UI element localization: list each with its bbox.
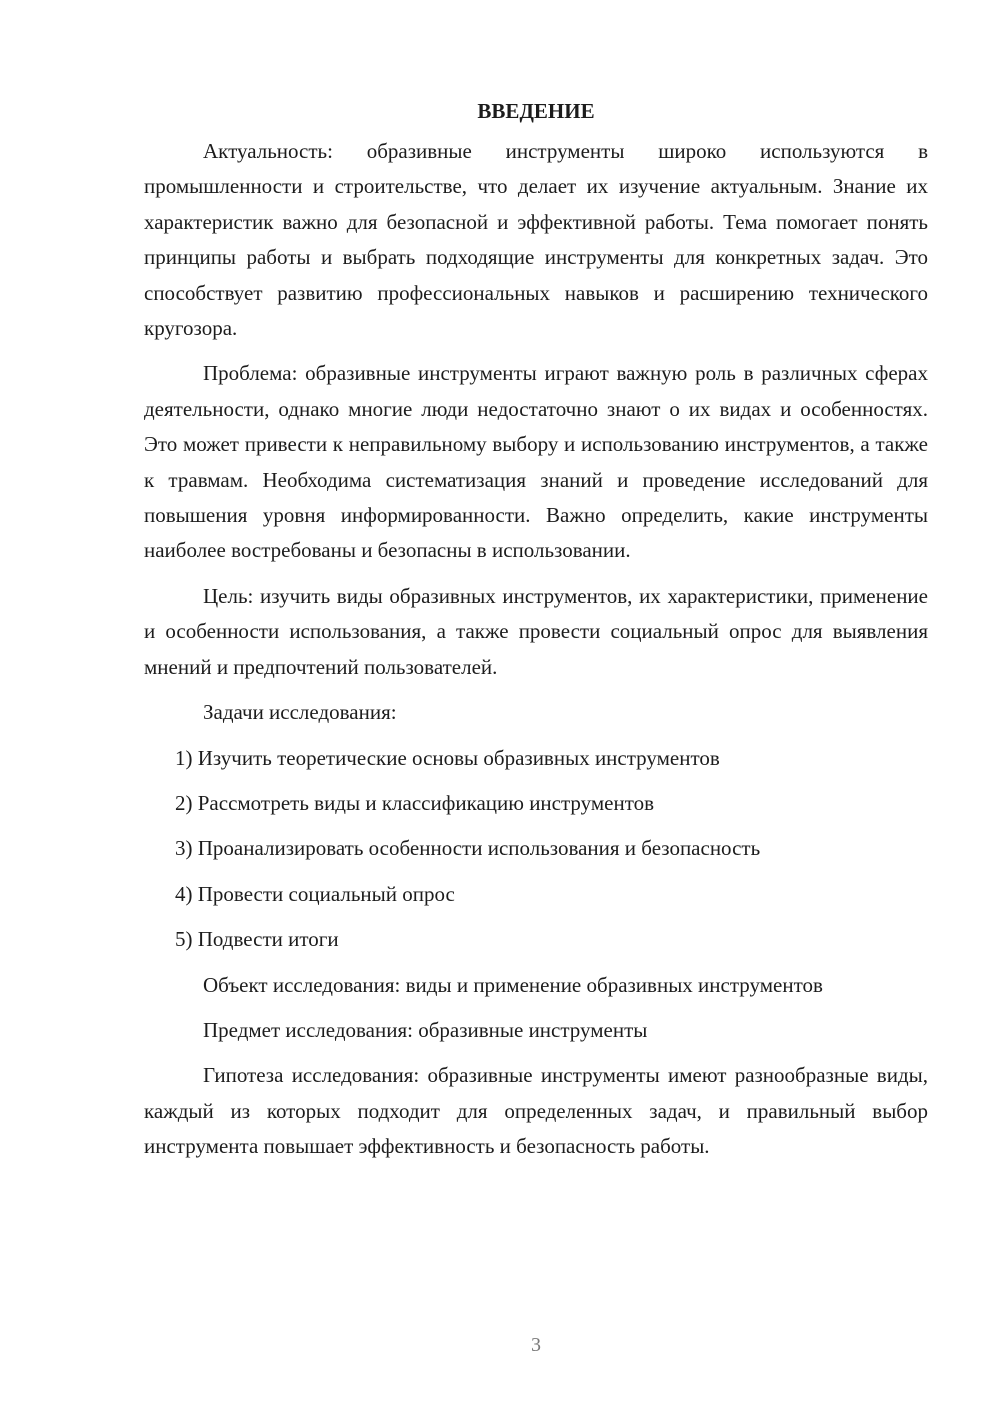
- tasks-heading: Задачи исследования:: [203, 700, 397, 725]
- list-item: 4) Провести социальный опрос: [175, 881, 455, 906]
- list-item: 1) Изучить теоретические основы образивных инструментов: [175, 745, 720, 770]
- paragraph-subject: Предмет исследования: образивные инструменты: [203, 1017, 648, 1042]
- paragraph-object: Объект исследования: виды и применение образивных инструментов: [203, 972, 823, 997]
- paragraph-goal: Цель: изучить виды образивных инструментов, их характеристики, применение и особенности использования, а также провести социальный опрос для выявления мнений и предпочтений пользователей.: [144, 583, 928, 679]
- paragraph-relevance: Актуальность: образивные инструменты широко используются в промышленности и строительстве, что делает их изучение актуальным. Знание их характеристик важно для безопасной и эффективной работы. Тема помогает понять принципы работы и выбрать подходящие инструменты для конкретных задач. Это способствует развитию профессиональных навыков и расширению технического кругозора.: [144, 139, 928, 341]
- list-item: 3) Проанализировать особенности использования и безопасность: [175, 836, 761, 861]
- list-item: 5) Подвести итоги: [175, 927, 339, 952]
- page-title: ВВЕДЕНИЕ: [477, 99, 595, 123]
- list-item: 2) Рассмотреть виды и классификацию инструментов: [175, 790, 655, 815]
- tasks-list: [144, 741, 928, 958]
- paragraph-hypothesis: Гипотеза исследования: образивные инструменты имеют разнообразные виды, каждый из которых подходит для определенных задач, и правильный выбор инструмента повышает эффективность и безопасность работы.: [144, 1063, 928, 1159]
- document-page: [144, 93, 928, 1175]
- page-number: 3: [531, 1334, 541, 1356]
- paragraph-problem: Проблема: образивные инструменты играют важную роль в различных сферах деятельности, однако многие люди недостаточно знают о их видах и особенностях. Это может привести к неправильному выбору и использованию инструментов, а также к травмам. Необходима систематизация знаний и проведение исследований для повышения уровня информированности. Важно определить, какие инструменты наиболее востребованы и безопасны в использовании.: [144, 361, 928, 563]
